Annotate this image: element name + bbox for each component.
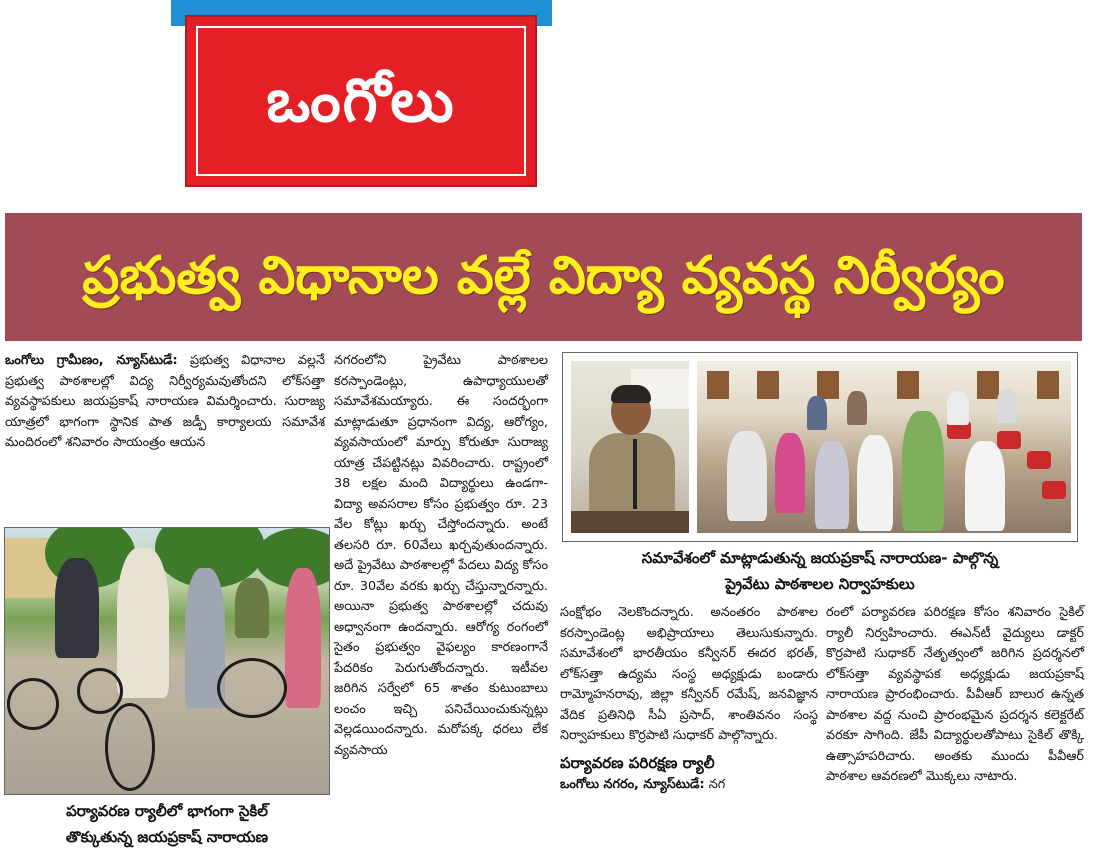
article-text: నగరంలోని ప్రైవేటు పాఠశాలల కరస్పాండెంట్లు, ఉపాధ్యాయులతో సమావేశమయ్యారు. ఈ సందర్భంగా మాట్లాడుతూ ప్రధానంగా విద్య, ఆరోగ్యం, వ్యవసాయంలో మార్పు కోరుతూ సురాజ్య యాత్ర చేపట్టినట్లు వివరించారు. రాష్ట్రంలో 38 లక్షల మంది విద్యార్థులు ఉండగా- విద్యా అవసరాల కోసం ప్రభుత్వం రూ. 23 వేల కోట్లు ఖర్చు చేస్తోందన్నారు. అంటే తలసరి రూ. 60వేలు ఖర్చవుతుందన్నారు. అదే ప్రైవేటు పాఠశాలల్లో పేదలు విద్య కోసం రూ. 30వేల వరకు ఖర్చు చేస్తున్నారన్నారు. అయినా ప్రభుత్వ పాఠశాలల్లో చదువు అధ్వానంగా ఉందన్నారు. ఆరోగ్య రంగంలో సైతం ప్రభుత్వం వైఫల్యం కారణంగానే పేదరికం పెరుగుతోందన్నారు. ఇటీవల జరిగిన సర్వేలో 65 శాతం కుటుంబాలు లంచం ఇచ్చి పనిచేయించుకున్నట్లు వెల్లడయిందన్నారు. మరోపక్క ధరలు లేక వ్యవసాయ (334, 353, 548, 758)
article-paragraph (560, 775, 818, 796)
article-column-4 (826, 603, 1084, 788)
article-column-1 (5, 351, 325, 454)
article-paragraph (5, 351, 325, 454)
masthead-title: ఒంగోలు (266, 66, 456, 136)
masthead-logo-border (196, 26, 526, 176)
headline-text: ప్రభుత్వ విధానాల వల్లే విద్యా వ్యవస్థ నిర్వీర్యం (82, 246, 1005, 307)
meeting-photo-caption (560, 545, 1080, 597)
caption-line: ప్రైవేటు పాఠశాలల నిర్వాహకులు (725, 575, 915, 593)
rally-photo-caption (4, 798, 330, 850)
article-text: ప్రభుత్వ విధానాల వల్లనే ప్రభుత్వ పాఠశాలల్లో విద్య నిర్వీర్యమవుతోందని లోక్‌సత్తా వ్యవస్థాపకులు జయప్రకాష్ నారాయణ విమర్శించారు. సురాజ్య యాత్రలో భాగంగా స్థానిక పాత జడ్పీ కార్యాలయ సమావేశ మందిరంలో శనివారం సాయంత్రం ఆయన (5, 353, 325, 450)
article-column-3 (560, 603, 818, 796)
audience-photo (697, 361, 1071, 533)
subheading: పర్యావరణ పరిరక్షణ ర్యాలీ (560, 753, 715, 772)
article-text: నగ (708, 777, 726, 792)
article-text: రంలో పర్యావరణ పరిరక్షణ కోసం శనివారం సైకిల్ ర్యాలీ నిర్వహించారు. ఈఎన్‌టీ వైద్యులు డాక్టర్ కొర్రపాటి సుధాకర్ నేతృత్వంలో జరిగిన ప్రదర్శనలో లోక్‌సత్తా వ్యవస్థాపక అధ్యక్షుడు జయప్రకాష్ నారాయణ ప్రారంభించారు. పీవీఆర్ బాలుర ఉన్నత పాఠశాల వద్ద నుంచి ప్రారంభమైన ప్రదర్శన కలెక్టరేట్ వరకూ సాగింది. జేపీ విద్యార్థులతోపాటు సైకిల్ తొక్కి ఉత్సాహపరిచారు. అంతకు ముందు పీవీఆర్ పాఠశాల ఆవరణలో మొక్కలు నాటారు. (826, 605, 1084, 784)
caption-line: సమావేశంలో మాట్లాడుతున్న జయప్రకాష్ నారాయణ- పాల్గొన్న (641, 549, 999, 567)
cycle-rally-photo (5, 528, 329, 794)
article-text: సంక్షోభం నెలకొందన్నారు. అనంతరం పాఠశాల కరస్పాండెంట్ల అభిప్రాయాలు తెలుసుకున్నారు. సమావేశంలో భారతీయం కన్వీనర్ ఈదర భరత్, లోక్‌సత్తా ఉద్యమ సంస్థ అధ్యక్షుడు బండారు రామ్మోహనరావు, జిల్లా కన్వీనర్ రమేష్, జనవిజ్ఞాన వేదిక ప్రతినిధి సీఏ ప్రసాద్, శాంతివనం సంస్థ నిర్వాహకులు కొర్రపాటి సుధాకర్ పాల్గొన్నారు. (560, 605, 818, 743)
meeting-photo (562, 352, 1078, 542)
article-column-2 (334, 351, 548, 761)
rally-photo (4, 527, 330, 795)
sub-dateline: ఒంగోలు నగరం, న్యూస్‌టుడే: (560, 777, 705, 792)
masthead-logo (185, 15, 537, 187)
caption-line: తొక్కుతున్న జయప్రకాష్ నారాయణ (65, 828, 269, 846)
caption-line: పర్యావరణ ర్యాలీలో భాగంగా సైకిల్ (66, 802, 268, 820)
article-dateline: ఒంగోలు గ్రామీణం, న్యూస్‌టుడే: (5, 353, 178, 368)
speaker-photo (571, 361, 689, 533)
headline-bar (5, 213, 1082, 341)
